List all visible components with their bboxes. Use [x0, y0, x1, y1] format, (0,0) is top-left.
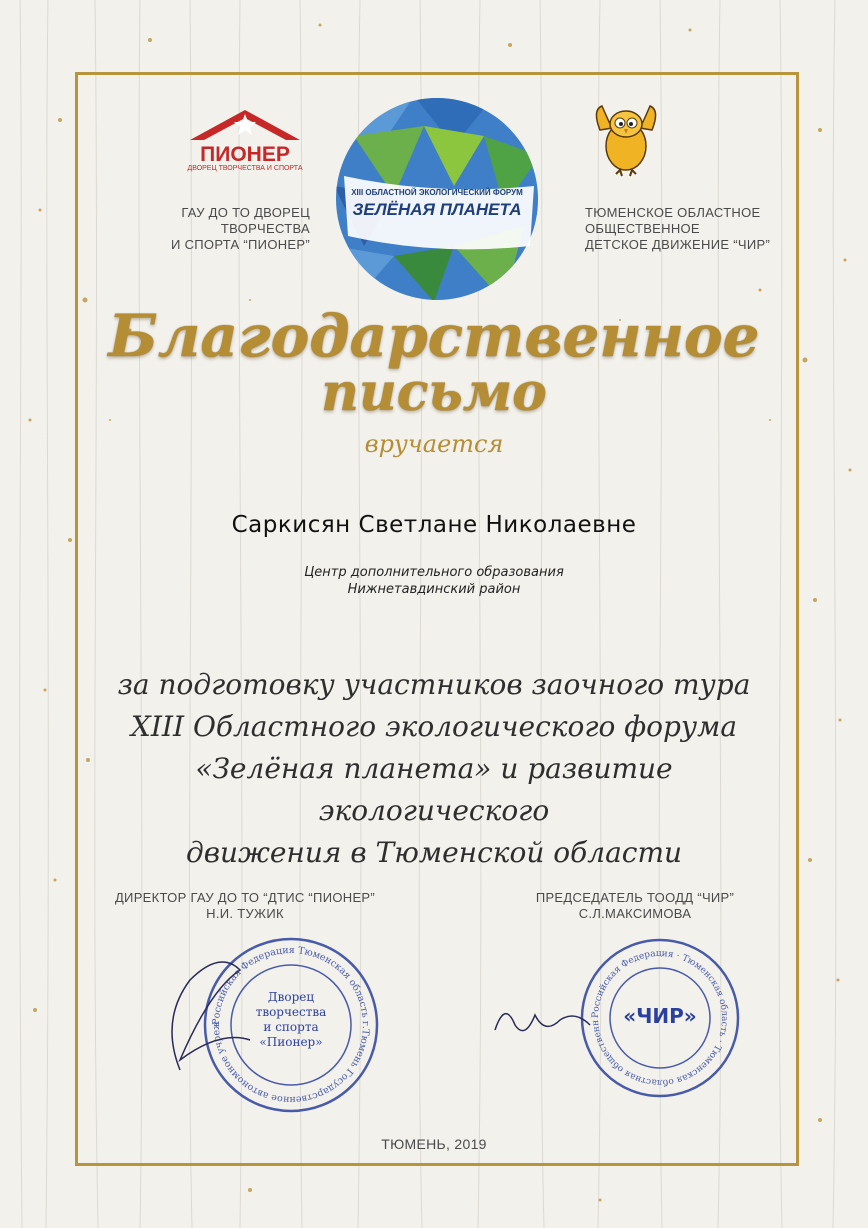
stamp-left-center2: творчества	[255, 1005, 327, 1019]
chir-owl-logo	[590, 100, 662, 180]
footer-city-year: ТЮМЕНЬ, 2019	[381, 1136, 487, 1152]
pioneer-logo	[186, 108, 304, 170]
stamp-right-ring: Российская Федерация · Тюменская область · Тюменская областная общественн	[590, 948, 730, 1088]
owl-icon	[590, 100, 662, 180]
pioneer-subtitle: ДВОРЕЦ ТВОРЧЕСТВА И СПОРТА	[187, 165, 303, 172]
reason-line1: за подготовку участников заочного тура	[117, 668, 751, 701]
stamp-left-center4: «Пионер»	[259, 1035, 323, 1049]
recipient-name: Саркисян Светлане Николаевне	[231, 512, 637, 538]
signature-left-name: Н.И. ТУЖИК	[206, 906, 284, 921]
stamp-left-center1: Дворец	[267, 990, 315, 1004]
org-right	[585, 205, 785, 253]
pioneer-name: ПИОНЕР	[200, 143, 290, 166]
org-left-line1: ГАУ ДО ТО ДВОРЕЦ ТВОРЧЕСТВА	[181, 205, 310, 236]
org-left	[110, 205, 310, 253]
forum-globe-logo	[334, 96, 540, 302]
title-sub: вручается	[364, 430, 504, 458]
title-line1: Благодарственное	[108, 302, 760, 370]
org-right-line3: ДЕТСКОЕ ДВИЖЕНИЕ “ЧИР”	[585, 237, 771, 252]
reason-line3: «Зелёная планета» и развитие экологического	[195, 752, 673, 827]
title-line2: письмо	[321, 362, 547, 423]
signature-left-block	[100, 890, 390, 922]
signature-left-position: ДИРЕКТОР ГАУ ДО ТО “ДТИС “ПИОНЕР”	[114, 890, 376, 905]
signature-right-scribble	[490, 995, 600, 1045]
reason-line2: XIII Областного экологического форума	[130, 710, 738, 743]
signature-right-block	[490, 890, 780, 922]
organization-line1: Центр дополнительного образования	[304, 565, 564, 580]
org-right-line2: ОБЩЕСТВЕННОЕ	[585, 221, 700, 236]
signature-right-name: С.Л.МАКСИМОВА	[578, 906, 692, 921]
recipient-organization	[90, 564, 778, 598]
organization-line2: Нижнетавдинский район	[347, 582, 521, 597]
stamp-left-ring: Российская Федерация Тюменская область г.Тюмень Государственное автономное учреж	[210, 944, 372, 1106]
org-left-line2: И СПОРТА “ПИОНЕР”	[171, 237, 310, 252]
org-right-line1: ТЮМЕНСКОЕ ОБЛАСТНОЕ	[585, 205, 761, 220]
stamp-right-center: «ЧИР»	[623, 1004, 697, 1028]
pioneer-star-icon	[186, 108, 304, 142]
stamp-left-center3: и спорта	[263, 1020, 319, 1034]
signature-left-scribble	[150, 950, 290, 1080]
stamp-right	[578, 936, 742, 1100]
forum-line1: XIII ОБЛАСТНОЙ ЭКОЛОГИЧЕСКИЙ ФОРУМ	[351, 188, 523, 197]
signature-right-position: ПРЕДСЕДАТЕЛЬ ТООДД “ЧИР”	[535, 890, 735, 905]
reason-line4: движения в Тюменской области	[185, 836, 683, 869]
reason-text	[90, 664, 778, 874]
forum-line2: ЗЕЛЁНАЯ ПЛАНЕТА	[352, 200, 522, 219]
